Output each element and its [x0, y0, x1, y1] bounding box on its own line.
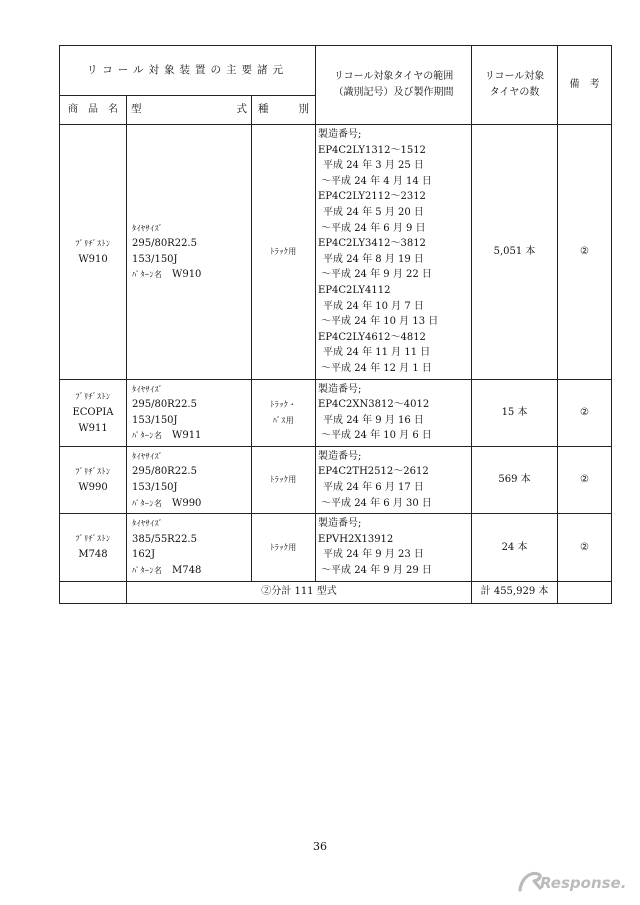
- table-row: [60, 514, 612, 581]
- svg-text:Response.: Response.: [540, 874, 627, 892]
- type-cell: ﾄﾗｯｸ用: [252, 125, 316, 380]
- page-number: 36: [313, 840, 327, 853]
- spec-cell: ﾀｲﾔｻｲｽﾞ 295/80R22.5 153/150J ﾊﾟﾀｰﾝ名 W910: [127, 125, 252, 380]
- count-cell: 569 本: [472, 446, 558, 513]
- remark-cell: ②: [558, 125, 612, 380]
- recall-table: [59, 45, 612, 604]
- count-cell: 24 本: [472, 514, 558, 581]
- range-cell: 製造番号; EPVH2X13912 平成 24 年 9 月 23 日 ～平成 24 年 9 月 29 日: [316, 514, 472, 581]
- remark-cell: ②: [558, 514, 612, 581]
- spec-cell: ﾀｲﾔｻｲｽﾞ 295/80R22.5 153/150J ﾊﾟﾀｰﾝ名 W911: [127, 379, 252, 446]
- remark-cell: ②: [558, 379, 612, 446]
- table-row: [60, 446, 612, 513]
- total-count: 計 455,929 本: [472, 581, 558, 603]
- subtotal-row: [60, 581, 612, 603]
- table-row: [60, 379, 612, 446]
- response-logo: [518, 868, 628, 894]
- header-tire-range: リコール対象タイヤの範囲 （識別記号）及び製作期間: [316, 46, 472, 125]
- product-cell: ﾌﾞﾘﾁﾞｽﾄﾝ ECOPIA W911: [60, 379, 127, 446]
- header-row-1: [60, 46, 612, 96]
- range-cell: 製造番号; EP4C2XN3812～4012 平成 24 年 9 月 16 日 ～平成 24 年 10 月 6 日: [316, 379, 472, 446]
- subtotal-label: ②分計 111 型式: [127, 581, 472, 603]
- subtotal-empty-cell: [60, 581, 127, 603]
- header-type: 種 別: [252, 96, 316, 125]
- header-product-name: 商 品 名: [60, 96, 127, 125]
- header-tire-count: リコール対象 タイヤの数: [472, 46, 558, 125]
- type-cell: ﾄﾗｯｸ用: [252, 446, 316, 513]
- product-cell: ﾌﾞﾘﾁﾞｽﾄﾝ W990: [60, 446, 127, 513]
- product-cell: ﾌﾞﾘﾁﾞｽﾄﾝ W910: [60, 125, 127, 380]
- count-cell: 15 本: [472, 379, 558, 446]
- type-cell: ﾄﾗｯｸ用: [252, 514, 316, 581]
- table-row: [60, 125, 612, 380]
- spec-cell: ﾀｲﾔｻｲｽﾞ 385/55R22.5 162J ﾊﾟﾀｰﾝ名 M748: [127, 514, 252, 581]
- range-cell: 製造番号; EP4C2TH2512～2612 平成 24 年 6 月 17 日 ～平成 24 年 6 月 30 日: [316, 446, 472, 513]
- header-model: 型 式: [127, 96, 252, 125]
- remark-cell: ②: [558, 446, 612, 513]
- header-main-specs: リコール対象装置の主要諸元: [60, 46, 316, 96]
- header-remarks: 備 考: [558, 46, 612, 125]
- count-cell: 5,051 本: [472, 125, 558, 380]
- subtotal-remark-empty: [558, 581, 612, 603]
- spec-cell: ﾀｲﾔｻｲｽﾞ 295/80R22.5 153/150J ﾊﾟﾀｰﾝ名 W990: [127, 446, 252, 513]
- product-cell: ﾌﾞﾘﾁﾞｽﾄﾝ M748: [60, 514, 127, 581]
- range-cell: 製造番号; EP4C2LY1312～1512 平成 24 年 3 月 25 日 ～平成 24 年 4 月 14 日 EP4C2LY2112～2312 平成 24 年 5 月 20 日 ～平成 24 年 6 月 9 日 EP4C2LY3412～3812 平成 24 年 8 月 19 日 ～平成 24 年 9 月 22 日 EP4C2LY4112 平成 24 年 10 月 7 日 ～平成 24 年 10 月 13 日 EP4C2LY4612～4812 平成 24 年 11 月 11 日 ～平成 24 年 12 月 1 日: [316, 125, 472, 380]
- type-cell: ﾄﾗｯｸ・ ﾊﾞｽ用: [252, 379, 316, 446]
